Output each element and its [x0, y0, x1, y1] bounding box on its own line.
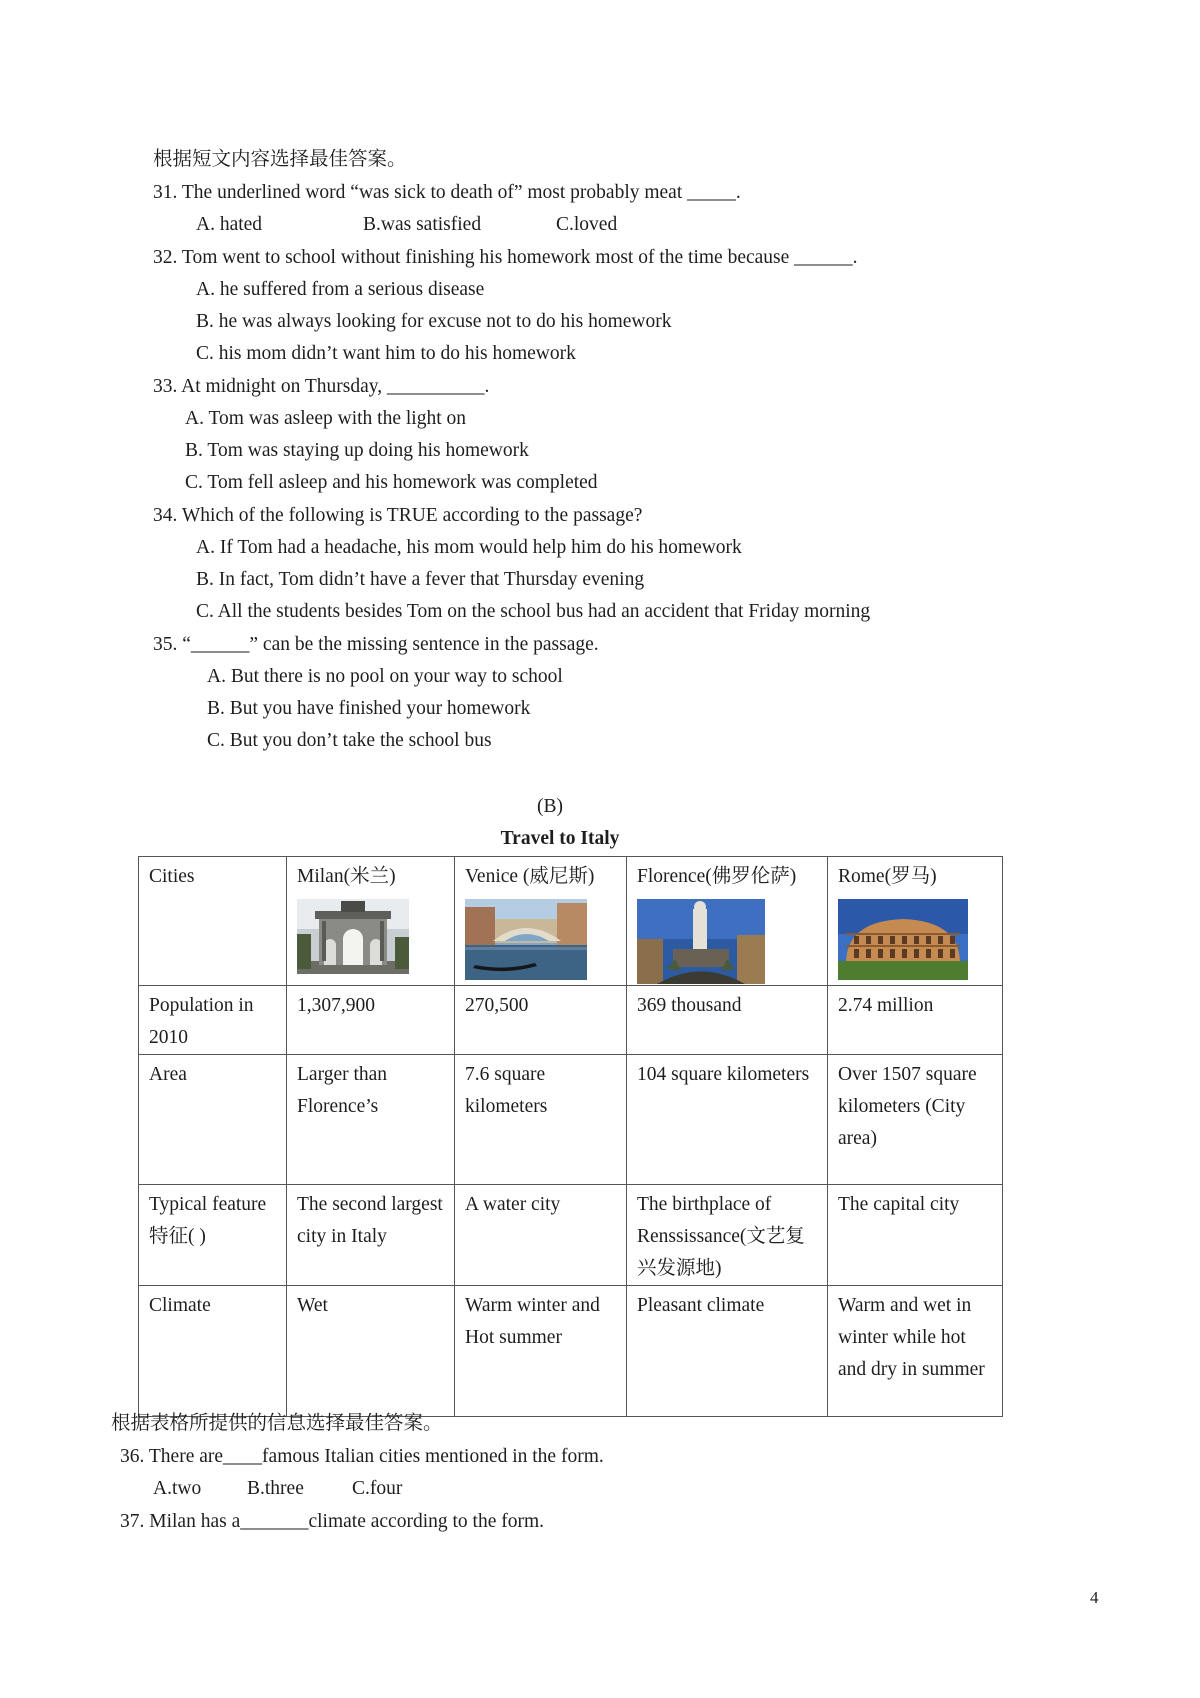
climate-milan: Wet: [287, 1286, 455, 1417]
population-venice: 270,500: [455, 986, 627, 1055]
part-a-instruction: 根据短文内容选择最佳答案。: [153, 149, 407, 170]
climate-rome: Warm and wet in winter while hot and dry in summer: [828, 1286, 1003, 1417]
question-34-option-a: A. If Tom had a headache, his mom would help him do his homework: [196, 537, 742, 558]
header-label-venice: Venice (威尼斯): [465, 866, 595, 887]
question-35-option-c: C. But you don’t take the school bus: [207, 730, 492, 751]
population-florence: 369 thousand: [627, 986, 828, 1055]
table-row-feature: [139, 1185, 1003, 1286]
milan-arch-photo: [297, 899, 409, 974]
question-31-option-b: B.was satisfied: [363, 214, 482, 235]
question-33-stem: 33. At midnight on Thursday, __________.: [153, 376, 490, 397]
question-34-option-b: B. In fact, Tom didn’t have a fever that Thursday evening: [196, 569, 645, 590]
question-36-option-b: B.three: [247, 1478, 304, 1499]
table-row-area: [139, 1055, 1003, 1185]
venice-canal-photo: [465, 899, 587, 980]
row-label-population: Population in 2010: [139, 986, 287, 1055]
question-33-option-b: B. Tom was staying up doing his homework: [185, 440, 529, 461]
header-cell-milan: [287, 857, 455, 986]
question-37-stem: 37. Milan has a_______climate according to the form.: [120, 1511, 545, 1532]
question-36-stem: 36. There are____famous Italian cities mentioned in the form.: [120, 1446, 604, 1467]
feature-milan: The second largest city in Italy: [287, 1185, 455, 1286]
area-milan: Larger than Florence’s: [287, 1055, 455, 1185]
header-cell-cities: Cities: [139, 857, 287, 986]
feature-florence: The birthplace of Renssissance(文艺复兴发源地): [627, 1185, 828, 1286]
question-31-option-a: A. hated: [196, 214, 263, 235]
row-label-climate: Climate: [139, 1286, 287, 1417]
header-cell-venice: [455, 857, 627, 986]
table-title: Travel to Italy: [500, 828, 620, 849]
question-33-option-c: C. Tom fell asleep and his homework was completed: [185, 472, 598, 493]
table-header-row: [139, 857, 1003, 986]
question-34-option-c: C. All the students besides Tom on the school bus had an accident that Friday morning: [196, 601, 871, 622]
question-36-option-c: C.four: [352, 1478, 403, 1499]
question-35-option-b: B. But you have finished your homework: [207, 698, 531, 719]
header-label-milan: Milan(米兰): [297, 866, 396, 887]
area-florence: 104 square kilometers: [627, 1055, 828, 1185]
header-cell-rome: [828, 857, 1003, 986]
climate-venice: Warm winter and Hot summer: [455, 1286, 627, 1417]
area-rome: Over 1507 square kilometers (City area): [828, 1055, 1003, 1185]
header-cell-florence: [627, 857, 828, 986]
question-31-stem: 31. The underlined word “was sick to death of” most probably meat _____.: [153, 182, 741, 203]
table-row-climate: [139, 1286, 1003, 1417]
section-b-heading: (B): [537, 796, 563, 817]
row-label-area: Area: [139, 1055, 287, 1185]
question-33-option-a: A. Tom was asleep with the light on: [185, 408, 466, 429]
question-36-option-a: A.two: [153, 1478, 202, 1499]
header-label-rome: Rome(罗马): [838, 866, 937, 887]
travel-to-italy-table: [138, 856, 1003, 1417]
row-label-feature: Typical feature 特征( ): [139, 1185, 287, 1286]
rome-colosseum-photo: [838, 899, 968, 980]
question-32-option-c: C. his mom didn’t want him to do his homework: [196, 343, 576, 364]
header-label-florence: Florence(佛罗伦萨): [637, 866, 797, 887]
area-venice: 7.6 square kilometers: [455, 1055, 627, 1185]
florence-fountain-photo: [637, 899, 765, 984]
question-35-option-a: A. But there is no pool on your way to school: [207, 666, 563, 687]
question-34-stem: 34. Which of the following is TRUE according to the passage?: [153, 505, 643, 526]
page-number: 4: [1090, 1588, 1099, 1607]
question-32-option-a: A. he suffered from a serious disease: [196, 279, 485, 300]
population-milan: 1,307,900: [287, 986, 455, 1055]
table-row-population: [139, 986, 1003, 1055]
population-rome: 2.74 million: [828, 986, 1003, 1055]
part-b-instruction: 根据表格所提供的信息选择最佳答案。: [111, 1413, 443, 1434]
climate-florence: Pleasant climate: [627, 1286, 828, 1417]
question-35-stem: 35. “______” can be the missing sentence in the passage.: [153, 634, 599, 655]
question-32-option-b: B. he was always looking for excuse not to do his homework: [196, 311, 672, 332]
feature-rome: The capital city: [828, 1185, 1003, 1286]
question-32-stem: 32. Tom went to school without finishing his homework most of the time because ______.: [153, 247, 858, 268]
question-31-option-c: C.loved: [556, 214, 618, 235]
feature-venice: A water city: [455, 1185, 627, 1286]
